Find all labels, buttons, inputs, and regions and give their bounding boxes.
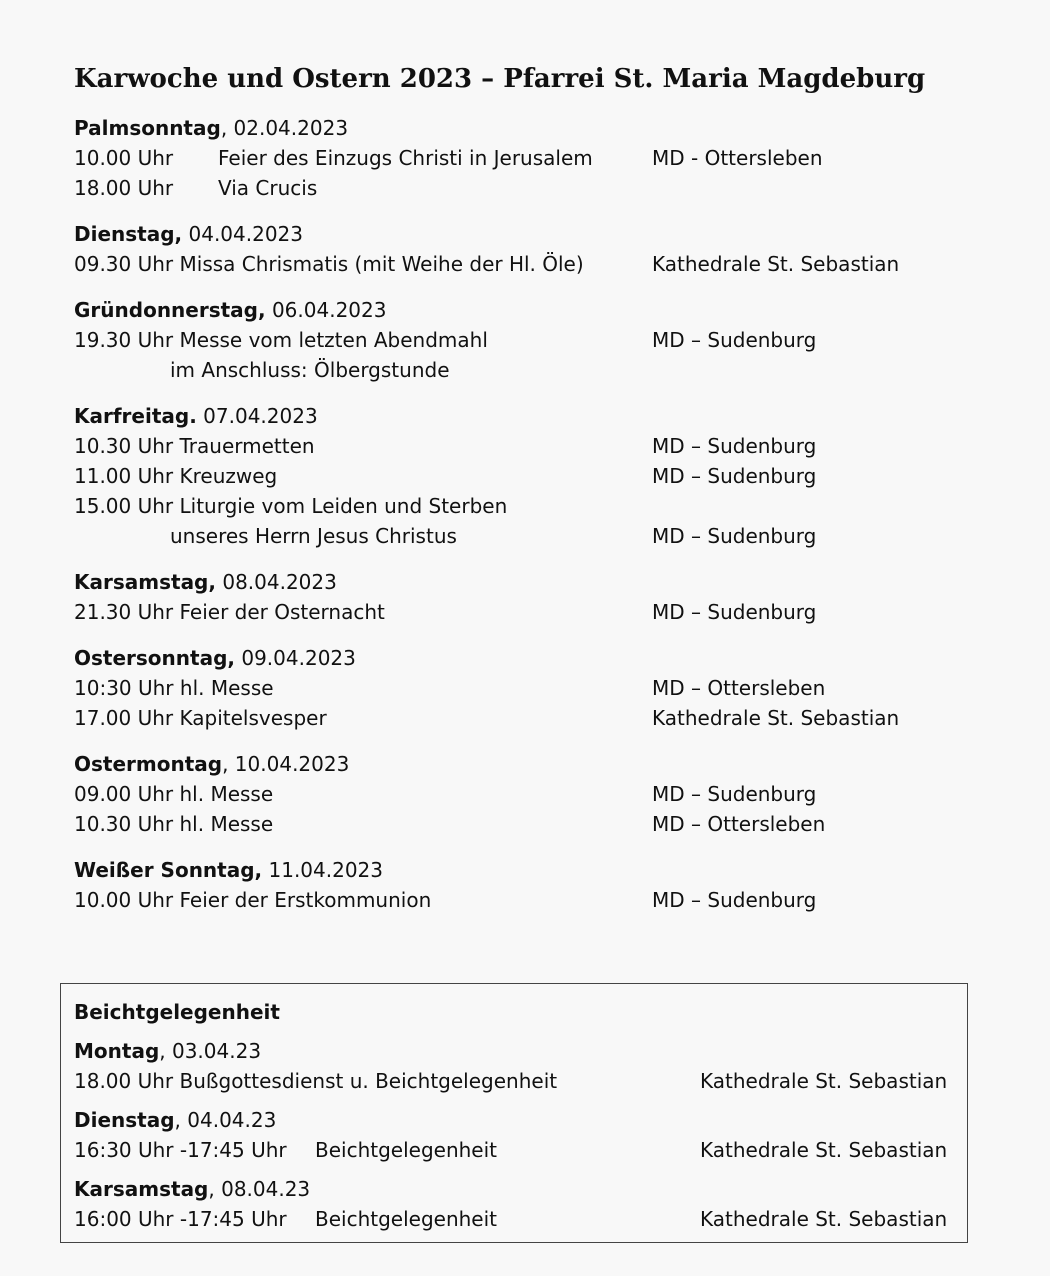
day-name: Dienstag, (74, 222, 183, 246)
day-heading (74, 752, 349, 776)
day-heading (74, 222, 303, 246)
event-note: im Anschluss: Ölbergstunde (170, 358, 450, 382)
event-line: 10:30 Uhr hl. Messe (74, 676, 274, 700)
day-date: , 08.04.23 (208, 1177, 311, 1201)
event-place: MD - Ottersleben (652, 146, 823, 170)
event-title: Beichtgelegenheit (315, 1138, 498, 1162)
event-place: MD – Sudenburg (652, 600, 817, 624)
day-name: Gründonnerstag, (74, 298, 266, 322)
day-name: Karsamstag (74, 1177, 209, 1201)
event-place: MD – Sudenburg (652, 888, 817, 912)
event-place: Kathedrale St. Sebastian (700, 1069, 948, 1093)
event-line: 18.00 Uhr Bußgottesdienst u. Beichtgelegenheit (74, 1069, 558, 1093)
confession-heading: Beichtgelegenheit (74, 1000, 280, 1024)
event-time: 16:30 Uhr -17:45 Uhr (74, 1138, 287, 1162)
day-date: , 04.04.23 (174, 1108, 277, 1132)
event-place: Kathedrale St. Sebastian (652, 706, 900, 730)
day-name: Ostersonntag, (74, 646, 235, 670)
day-name: Palmsonntag (74, 116, 221, 140)
day-name: Montag (74, 1039, 160, 1063)
day-heading (74, 646, 356, 670)
day-heading (74, 1177, 310, 1201)
event-title: Beichtgelegenheit (315, 1207, 498, 1231)
event-place: Kathedrale St. Sebastian (700, 1207, 948, 1231)
event-place: Kathedrale St. Sebastian (652, 252, 900, 276)
event-place: MD – Sudenburg (652, 434, 817, 458)
day-date: 08.04.2023 (215, 570, 337, 594)
event-place: MD – Ottersleben (652, 676, 826, 700)
event-title: Via Crucis (218, 176, 318, 200)
event-line: 15.00 Uhr Liturgie vom Leiden und Sterben (74, 494, 508, 518)
event-line: 11.00 Uhr Kreuzweg (74, 464, 278, 488)
day-date: 04.04.2023 (182, 222, 304, 246)
day-date: , 03.04.23 (159, 1039, 262, 1063)
event-line: 10.30 Uhr hl. Messe (74, 812, 274, 836)
event-time: 16:00 Uhr -17:45 Uhr (74, 1207, 287, 1231)
event-line: 09.00 Uhr hl. Messe (74, 782, 274, 806)
day-date: 06.04.2023 (265, 298, 387, 322)
event-line: 19.30 Uhr Messe vom letzten Abendmahl (74, 328, 488, 352)
event-line: 21.30 Uhr Feier der Osternacht (74, 600, 385, 624)
day-heading (74, 1108, 276, 1132)
event-line: 09.30 Uhr Missa Chrismatis (mit Weihe der Hl. Öle) (74, 252, 584, 276)
day-name: Weißer Sonntag, (74, 858, 263, 882)
event-place: MD – Ottersleben (652, 812, 826, 836)
event-line: 17.00 Uhr Kapitelsvesper (74, 706, 327, 730)
event-time: 10.00 Uhr (74, 146, 174, 170)
day-heading (74, 116, 348, 140)
event-line: 10.30 Uhr Trauermetten (74, 434, 315, 458)
event-line: 10.00 Uhr Feier der Erstkommunion (74, 888, 432, 912)
day-date: 11.04.2023 (262, 858, 384, 882)
day-heading (74, 858, 383, 882)
day-heading (74, 570, 337, 594)
day-heading (74, 298, 386, 322)
day-name: Karfreitag. (74, 404, 197, 428)
day-name: Dienstag (74, 1108, 175, 1132)
event-note: unseres Herrn Jesus Christus (170, 524, 457, 548)
day-heading (74, 404, 318, 428)
page-title: Karwoche und Ostern 2023 – Pfarrei St. Maria Magdeburg (74, 64, 926, 94)
day-heading (74, 1039, 261, 1063)
event-place: Kathedrale St. Sebastian (700, 1138, 948, 1162)
day-date: , 10.04.2023 (222, 752, 350, 776)
day-date: 07.04.2023 (196, 404, 318, 428)
event-time: 18.00 Uhr (74, 176, 174, 200)
day-name: Ostermontag (74, 752, 223, 776)
event-place: MD – Sudenburg (652, 464, 817, 488)
event-place: MD – Sudenburg (652, 524, 817, 548)
event-place: MD – Sudenburg (652, 782, 817, 806)
event-title: Feier des Einzugs Christi in Jerusalem (218, 146, 593, 170)
day-date: 09.04.2023 (235, 646, 356, 670)
event-place: MD – Sudenburg (652, 328, 817, 352)
day-date: , 02.04.2023 (220, 116, 349, 140)
day-name: Karsamstag, (74, 570, 216, 594)
